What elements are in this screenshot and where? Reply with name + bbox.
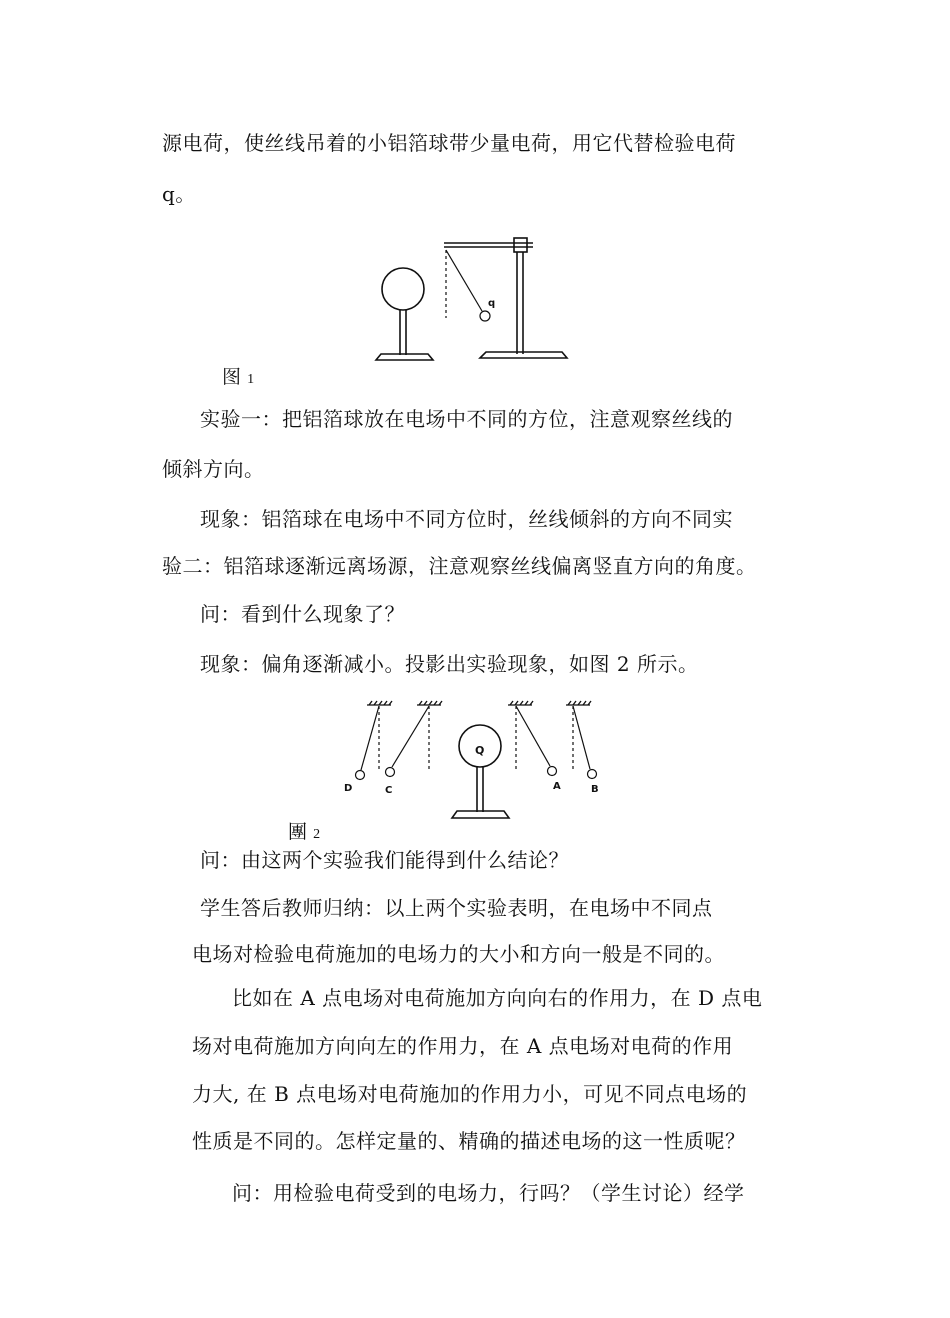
paragraph-line: 问：由这两个实验我们能得到什么结论？ [200,848,569,872]
source-sphere-q [452,725,509,818]
paragraph-line: 源电荷，使丝线吊着的小铝箔球带少量电荷，用它代替检验电荷 [162,131,736,155]
paragraph-line: 现象：铝箔球在电场中不同方位时，丝线倾斜的方向不同实 [200,507,733,531]
pendulum-b [573,706,597,779]
point-d-label: D [344,783,353,794]
paragraph-line: 倾斜方向。 [162,457,265,481]
pendulum-d [356,706,380,780]
paragraph-line: 比如在 A 点电场对电荷施加方向向右的作用力，在 D 点电 [232,986,763,1010]
paragraph-line: 场对电荷施加方向向左的作用力，在 A 点电场对电荷的作用 [192,1034,734,1058]
paragraph-line: 现象：偏角逐渐减小。投影出实验现象，如图 2 所示。 [200,652,699,676]
pendulum-a [516,706,557,776]
point-a-label: A [553,781,561,792]
paragraph-line: 问：用检验电荷受到的电场力，行吗？（学生讨论）经学 [232,1181,745,1205]
point-b-label: B [591,784,599,795]
hanging-supports [367,701,591,705]
pendulum-c [386,706,430,777]
figure-caption-number: 1 [247,372,255,387]
paragraph-line: 问：看到什么现象了？ [200,602,405,626]
paragraph-line: 力大, 在 B 点电场对电荷施加的作用力小，可见不同点电场的 [192,1082,748,1106]
figure-2-caption [288,821,320,846]
paragraph-line: q。 [162,182,196,206]
source-q-label: Q [475,744,485,757]
paragraph-line: 实验一：把铝箔球放在电场中不同的方位，注意观察丝线的 [200,407,733,431]
paragraph-line: 验二：铝箔球逐渐远离场源，注意观察丝线偏离竖直方向的角度。 [162,554,757,578]
point-c-label: C [385,785,393,796]
paragraph-line: 电场对检验电荷施加的电场力的大小和方向一般是不同的。 [192,942,725,966]
paragraph-line: 学生答后教师归纳：以上两个实验表明，在电场中不同点 [200,896,713,920]
figure-caption-number: 2 [313,827,321,842]
figure-caption-char: 團 [288,821,308,843]
figure-caption-char: 图 [222,366,242,388]
test-charge-label: q [488,298,496,309]
paragraph-line: 性质是不同的。怎样定量的、精确的描述电场的这一性质呢？ [192,1129,746,1153]
